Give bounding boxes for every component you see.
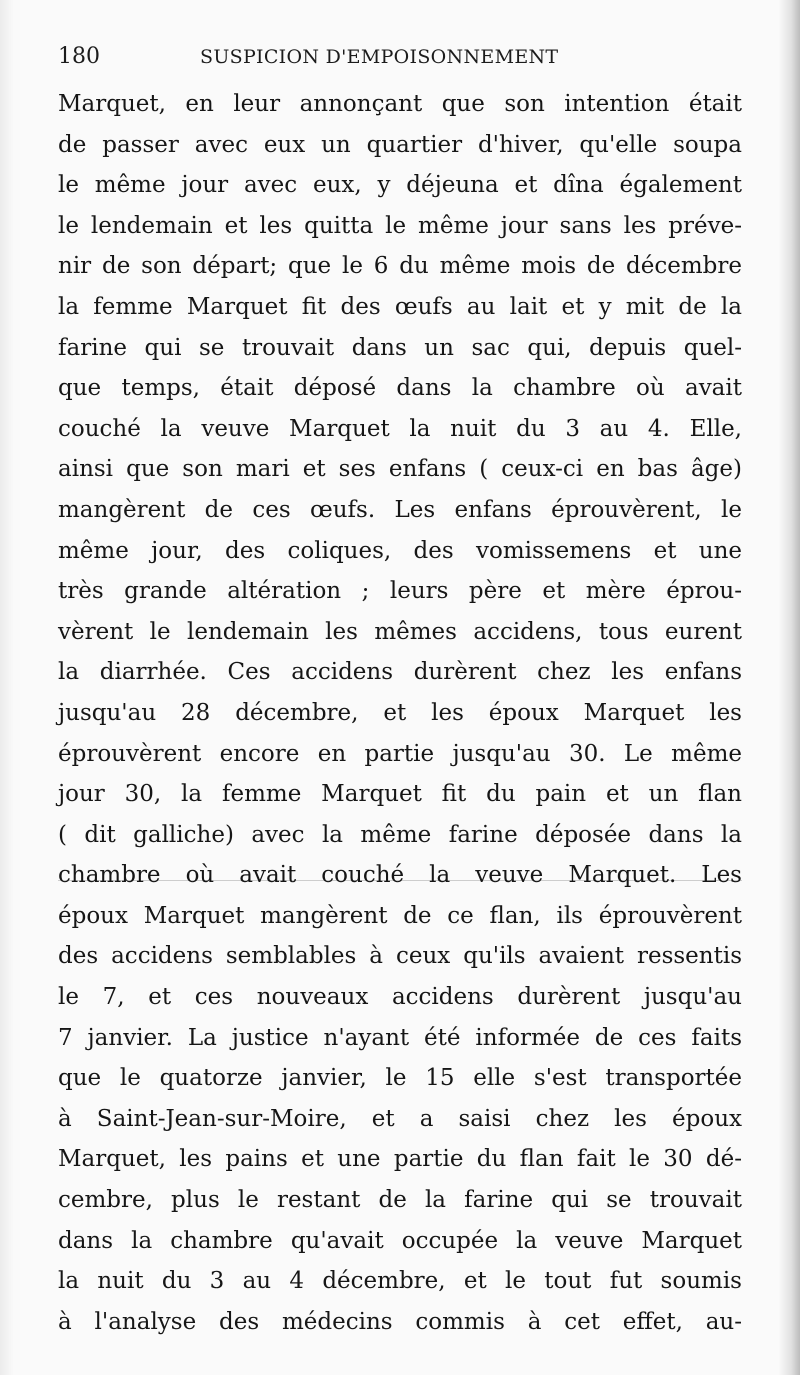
text-line: chambre où avait couché la veuve Marquet. Les (58, 862, 742, 889)
text-line: époux Marquet mangèrent de ce flan, ils éprouvèrent (58, 902, 742, 929)
text-line: nir de son départ; que le 6 du même mois de décembre (58, 253, 742, 280)
text-line: le lendemain et les quitta le même jour sans les préve- (58, 212, 742, 239)
text-line: de passer avec eux un quartier d'hiver, qu'elle soupa (58, 131, 742, 158)
text-line: le 7, et ces nouveaux accidens durèrent jusqu'au (58, 984, 742, 1011)
running-head: SUSPICION D'EMPOISONNEMENT (200, 46, 559, 68)
page-header (58, 44, 738, 74)
text-line: très grande altération ; leurs père et mère éprou- (58, 578, 742, 605)
text-line: ( dit galliche) avec la même farine déposée dans la (58, 821, 742, 848)
text-line: cembre, plus le restant de la farine qui se trouvait (58, 1187, 742, 1214)
text-line: même jour, des coliques, des vomissemens et une (58, 537, 742, 564)
text-line: Marquet, les pains et une partie du flan fait le 30 dé- (58, 1146, 742, 1173)
text-line: que temps, était déposé dans la chambre où avait (58, 375, 742, 402)
page-number: 180 (58, 44, 100, 69)
body-text (58, 84, 742, 1342)
text-line: la femme Marquet fit des œufs au lait et y mit de la (58, 293, 742, 320)
text-line: que le quatorze janvier, le 15 elle s'est transportée (58, 1065, 742, 1092)
text-line: mangèrent de ces œufs. Les enfans éprouvèrent, le (58, 496, 742, 523)
text-line: vèrent le lendemain les mêmes accidens, tous eurent (58, 618, 742, 645)
text-line: des accidens semblables à ceux qu'ils avaient ressentis (58, 943, 742, 970)
text-line: Marquet, en leur annonçant que son intention était (58, 91, 742, 117)
text-line: farine qui se trouvait dans un sac qui, depuis quel- (58, 334, 742, 361)
text-line: le même jour avec eux, y déjeuna et dîna également (58, 172, 742, 199)
text-line: couché la veuve Marquet la nuit du 3 au 4. Elle, (58, 415, 742, 442)
text-line: à l'analyse des médecins commis à cet effet, au- (58, 1308, 742, 1335)
text-line: jour 30, la femme Marquet fit du pain et un flan (58, 781, 742, 808)
text-line: la nuit du 3 au 4 décembre, et le tout fut soumis (58, 1268, 742, 1295)
page-gutter-shadow (0, 0, 14, 1375)
text-line: la diarrhée. Ces accidens durèrent chez les enfans (58, 659, 742, 686)
text-line: dans la chambre qu'avait occupée la veuve Marquet (58, 1227, 742, 1254)
text-line: à Saint-Jean-sur-Moire, et a saisi chez les époux (58, 1105, 742, 1132)
text-line: 7 janvier. La justice n'ayant été informée de ces faits (58, 1024, 742, 1051)
text-line: ainsi que son mari et ses enfans ( ceux-ci en bas âge) (58, 456, 742, 483)
text-line: éprouvèrent encore en partie jusqu'au 30. Le même (58, 740, 742, 767)
text-line: jusqu'au 28 décembre, et les époux Marquet les (58, 699, 742, 726)
page-edge-shadow (778, 0, 800, 1375)
